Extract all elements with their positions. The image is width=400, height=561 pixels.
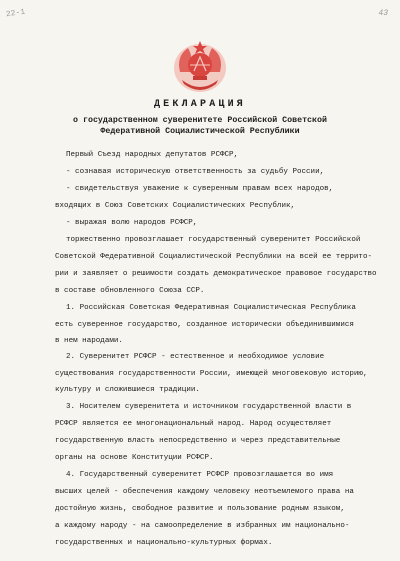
- body-line: - выражая волю народов РСФСР,: [66, 219, 198, 227]
- body-line: РСФСР является ее многонациональный народ. Народ осуществляет: [55, 420, 332, 428]
- body-line: 3. Носителем суверенитета и источником государственной власти в: [66, 403, 352, 411]
- archive-mark-left: 22-1: [5, 7, 26, 20]
- body-line: Первый Съезд народных депутатов РСФСР,: [66, 151, 239, 159]
- body-line: торжественно провозглашает государственный суверенитет Российской: [66, 236, 361, 244]
- body-line: - сознавая историческую ответственность за судьбу России,: [66, 168, 325, 176]
- body-line: в нем народами.: [55, 337, 123, 345]
- body-line: государственную власть непосредственно и через представительные: [55, 437, 341, 445]
- body-line: культуру и сложившиеся традиции.: [55, 386, 200, 394]
- body-line: государственных и национально-культурных формах.: [55, 539, 273, 547]
- body-line: высших целей - обеспечения каждому человеку неотъемлемого права на: [55, 488, 354, 496]
- body-line: существования государственности России, имеющей многовековую историю,: [55, 370, 368, 378]
- body-line: - свидетельствуя уважение к суверенным правам всех народов,: [66, 185, 334, 193]
- body-line: входящих в Союз Советских Социалистических Республик,: [55, 202, 296, 210]
- body-line: а каждому народу - на самоопределение в избранных им национально-: [55, 522, 350, 530]
- document-title: ДЕКЛАРАЦИЯ: [153, 99, 246, 110]
- body-line: рии и заявляет о решимости создать демократическое правовое государство: [55, 270, 377, 278]
- document-subtitle-line-2: Федеративной Социалистической Республики: [100, 127, 300, 136]
- body-line: есть суверенное государство, созданное исторически объединившимися: [55, 321, 354, 329]
- body-line: органы на основе Конституции РСФСР.: [55, 454, 214, 462]
- body-line: Советской Федеративной Социалистической Республики на всей ее террито-: [55, 253, 373, 261]
- body-line: 1. Российская Советская Федеративная Социалистическая Республика: [66, 304, 356, 312]
- body-line: достойную жизнь, свободное развитие и пользование родным языком,: [55, 505, 345, 513]
- rsfsr-coat-of-arms-icon: [172, 38, 228, 94]
- body-line: 4. Государственный суверенитет РСФСР провозглашается во имя: [66, 471, 334, 479]
- body-line: в составе обновленного Союза ССР.: [55, 287, 205, 295]
- body-line: 2. Суверенитет РСФСР - естественное и необходимое условие: [66, 353, 325, 361]
- page-number-mark: 43: [378, 9, 388, 18]
- document-subtitle-line-1: о государственном суверенитете Российской Советской: [73, 116, 327, 125]
